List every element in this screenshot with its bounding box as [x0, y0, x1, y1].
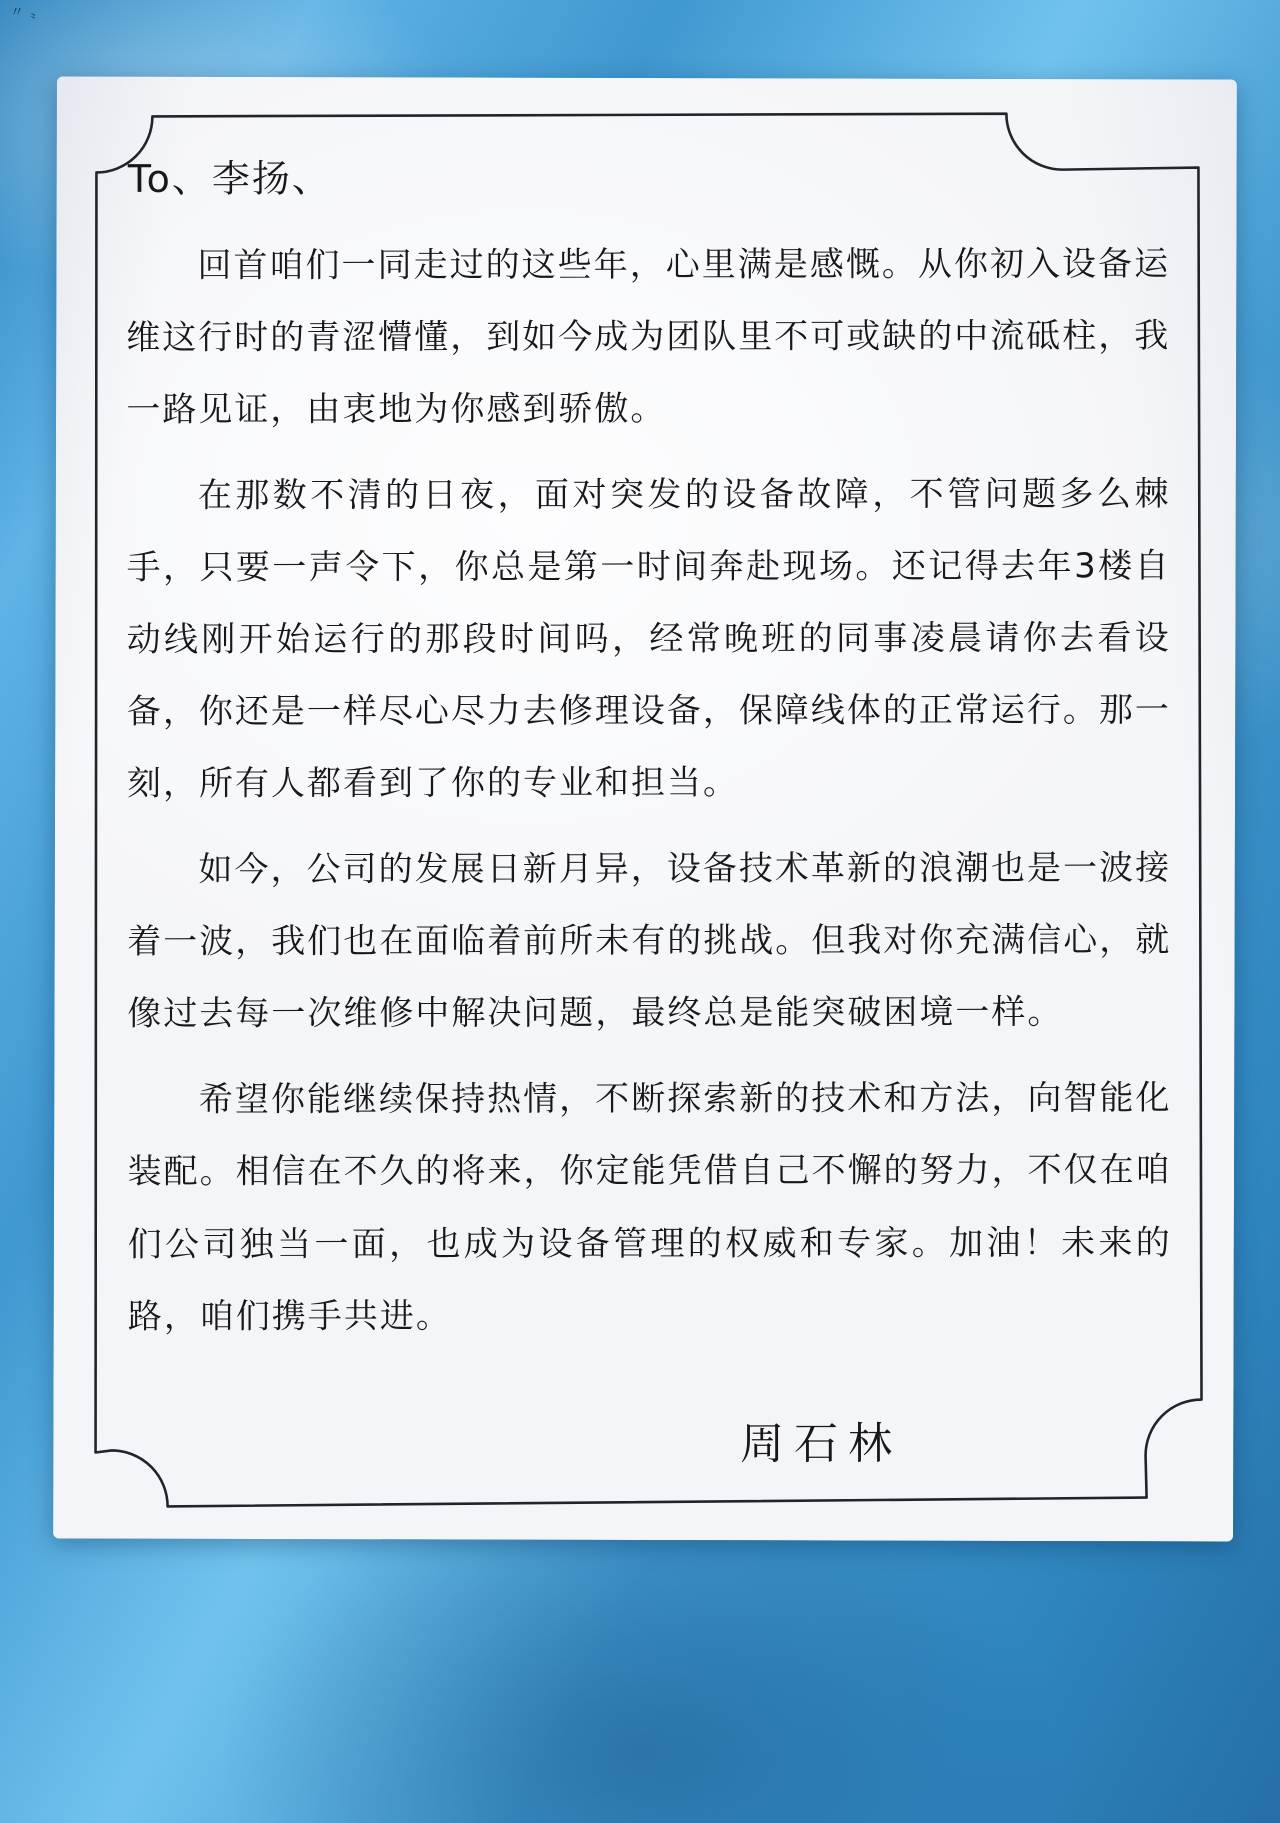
photo-artifact: 〃〟 [10, 5, 50, 21]
letter-paragraph-3: 如今，公司的发展日新月异，设备技术革新的浪潮也是一波接着一波，我们也在面临着前所未有的挑战。但我对你充满信心，就像过去每一次维修中解决问题，最终总是能突破困境一样。 [127, 848, 1172, 1035]
letter-paper [53, 76, 1237, 1541]
letter-paragraph-4: 希望你能继续保持热情，不断探索新的技术和方法，向智能化装配。相信在不久的将来，你定能凭借自己不懈的努力，不仅在咱们公司独当一面，也成为设备管理的权威和专家。加油！未来的路，咱们携手共进。 [127, 1078, 1172, 1337]
signature: 周石林 [740, 1418, 903, 1470]
letter-paragraph-1: 回首咱们一同走过的这些年，心里满是感慨。从你初入设备运维这行时的青涩懵懂，到如今成为团队里不可或缺的中流砥柱，我一路见证，由衷地为你感到骄傲。 [126, 243, 1171, 430]
letter-greeting: To、李扬、 [127, 156, 332, 201]
letter-paragraph-2: 在那数不清的日夜，面对突发的设备故障，不管问题多么棘手，只要一声令下，你总是第一时间奔赴现场。还记得去年3楼自动线刚开始运行的那段时间吗，经常晚班的同事凌晨请你去看设备，你还是一样尽心尽力去修理设备，保障线体的正常运行。那一刻，所有人都看到了你的专业和担当。 [126, 473, 1171, 805]
letter-body [126, 129, 1172, 1491]
